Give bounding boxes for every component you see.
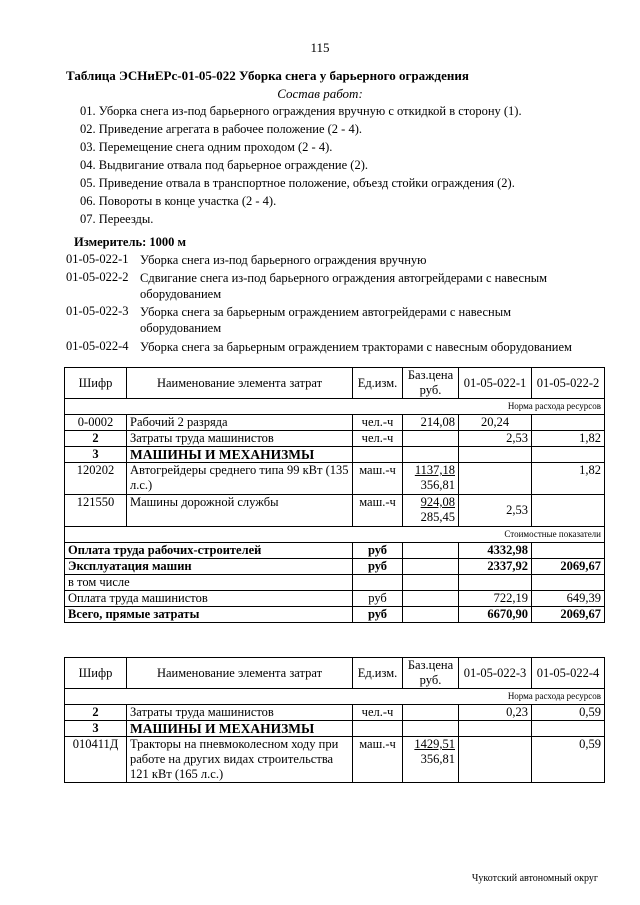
cell-price-wage: 356,81	[420, 478, 455, 492]
cell-name: Автогрейдеры среднего типа 99 кВт (135 л.с.)	[127, 463, 353, 495]
summary-name: в том числе	[65, 575, 353, 591]
code-id: 01-05-022-2	[66, 270, 129, 284]
summary-name: Оплата труда рабочих-строителей	[65, 543, 353, 559]
work-item: 01. Уборка снега из-под барьерного ограждения вручную с откидкой в сторону (1).	[80, 104, 522, 118]
cell-unit: чел.-ч	[353, 431, 403, 447]
summary-name: Всего, прямые затраты	[65, 607, 353, 623]
cell-code: 2	[65, 431, 127, 447]
resource-table-2	[64, 657, 605, 783]
header-price: Баз.цена руб.	[403, 368, 459, 399]
cell-value: 2,53	[459, 431, 532, 447]
summary-name: Эксплуатация машин	[65, 559, 353, 575]
summary-value: 2337,92	[459, 559, 532, 575]
summary-unit: руб	[353, 591, 403, 607]
cell-price-wage: 356,81	[420, 752, 455, 766]
page-number: 115	[310, 40, 330, 55]
cell-unit: чел.-ч	[353, 705, 403, 721]
work-item: 02. Приведение агрегата в рабочее положение (2 - 4).	[80, 122, 363, 136]
cell-unit: маш.-ч	[353, 463, 403, 495]
cell-name: Рабочий 2 разряда	[127, 415, 353, 431]
cell-price	[403, 705, 459, 721]
table-title: Таблица ЭСНиЕРс-01-05-022 Уборка снега у барьерного ограждения	[66, 68, 469, 83]
cell-price: 1137,18	[414, 463, 455, 477]
summary-value: 2069,67	[532, 559, 605, 575]
header-name: Наименование элемента затрат	[127, 658, 353, 689]
code-id: 01-05-022-3	[66, 304, 129, 318]
cell-code: 0-0002	[65, 415, 127, 431]
summary-value: 4332,98	[459, 543, 532, 559]
header-col1: 01-05-022-3	[459, 658, 532, 689]
header-col2: 01-05-022-4	[532, 658, 605, 689]
code-description: Уборка снега из-под барьерного ограждения вручную	[140, 253, 427, 267]
summary-unit: руб	[353, 559, 403, 575]
summary-value: 649,39	[532, 591, 605, 607]
cost-caption: Стоимостные показатели	[65, 527, 605, 543]
cell-value: 2,53	[459, 495, 532, 527]
summary-unit: руб	[353, 543, 403, 559]
work-item: 07. Переезды.	[80, 212, 154, 226]
cell-price: 924,08	[420, 495, 455, 509]
work-item: 04. Выдвигание отвала под барьерное ограждение (2).	[80, 158, 368, 172]
summary-value	[532, 543, 605, 559]
footer-region: Чукотский автономный округ	[471, 873, 598, 884]
header-col1: 01-05-022-1	[459, 368, 532, 399]
cell-value: 1,82	[532, 431, 605, 447]
cell-code: 121550	[65, 495, 127, 527]
work-item: 06. Повороты в конце участка (2 - 4).	[80, 194, 277, 208]
code-description: Уборка снега за барьерным ограждением автогрейдерами с навесным оборудованием	[140, 305, 512, 335]
header-unit: Ед.изм.	[353, 368, 403, 399]
cell-value	[532, 495, 605, 527]
code-id: 01-05-022-4	[66, 339, 129, 353]
norm-caption: Норма расхода ресурсов	[65, 399, 605, 415]
cell-price: 1429,51	[414, 737, 455, 751]
cell-code: 120202	[65, 463, 127, 495]
cell-value	[459, 737, 532, 783]
header-cipher: Шифр	[65, 658, 127, 689]
cell-name: МАШИНЫ И МЕХАНИЗМЫ	[127, 447, 353, 463]
meter-unit: Измеритель: 1000 м	[74, 235, 187, 249]
works-subtitle: Состав работ:	[277, 86, 363, 101]
header-unit: Ед.изм.	[353, 658, 403, 689]
cell-name: Затраты труда машинистов	[127, 431, 353, 447]
header-col2: 01-05-022-2	[532, 368, 605, 399]
cell-value: 1,82	[532, 463, 605, 495]
cell-name: Затраты труда машинистов	[127, 705, 353, 721]
cell-unit: чел.-ч	[353, 415, 403, 431]
cell-code: 3	[65, 447, 127, 463]
cell-price-wage: 285,45	[420, 510, 455, 524]
summary-value: 722,19	[459, 591, 532, 607]
header-price: Баз.цена руб.	[403, 658, 459, 689]
summary-name: Оплата труда машинистов	[65, 591, 353, 607]
cell-unit: маш.-ч	[353, 495, 403, 527]
cell-value: 0,23	[459, 705, 532, 721]
code-id: 01-05-022-1	[66, 252, 129, 266]
cell-value: 0,59	[532, 737, 605, 783]
norm-caption: Норма расхода ресурсов	[65, 689, 605, 705]
cell-code: 010411Д	[65, 737, 127, 783]
cell-code: 3	[65, 721, 127, 737]
cell-unit: маш.-ч	[353, 737, 403, 783]
cell-code: 2	[65, 705, 127, 721]
code-description: Сдвигание снега из-под барьерного ограждения автогрейдерами с навесным оборудованием	[140, 271, 548, 301]
summary-unit: руб	[353, 607, 403, 623]
cell-value: 0,59	[532, 705, 605, 721]
work-item: 03. Перемещение снега одним проходом (2 - 4).	[80, 140, 333, 154]
cell-name: Тракторы на пневмоколесном ходу при работе на других видах строительства 121 кВт (165 л.с.)	[127, 737, 353, 783]
code-description: Уборка снега за барьерным ограждением тракторами с навесным оборудованием	[140, 340, 572, 354]
cell-value: 20,24	[459, 415, 532, 431]
cell-price: 214,08	[403, 415, 459, 431]
cell-name: МАШИНЫ И МЕХАНИЗМЫ	[127, 721, 353, 737]
header-name: Наименование элемента затрат	[127, 368, 353, 399]
cell-value	[532, 415, 605, 431]
summary-value: 2069,67	[532, 607, 605, 623]
header-cipher: Шифр	[65, 368, 127, 399]
cell-price	[403, 431, 459, 447]
summary-value: 6670,90	[459, 607, 532, 623]
cell-name: Машины дорожной службы	[127, 495, 353, 527]
cell-value	[459, 463, 532, 495]
resource-table-1	[64, 367, 605, 623]
work-item: 05. Приведение отвала в транспортное положение, объезд стойки ограждения (2).	[80, 176, 515, 190]
